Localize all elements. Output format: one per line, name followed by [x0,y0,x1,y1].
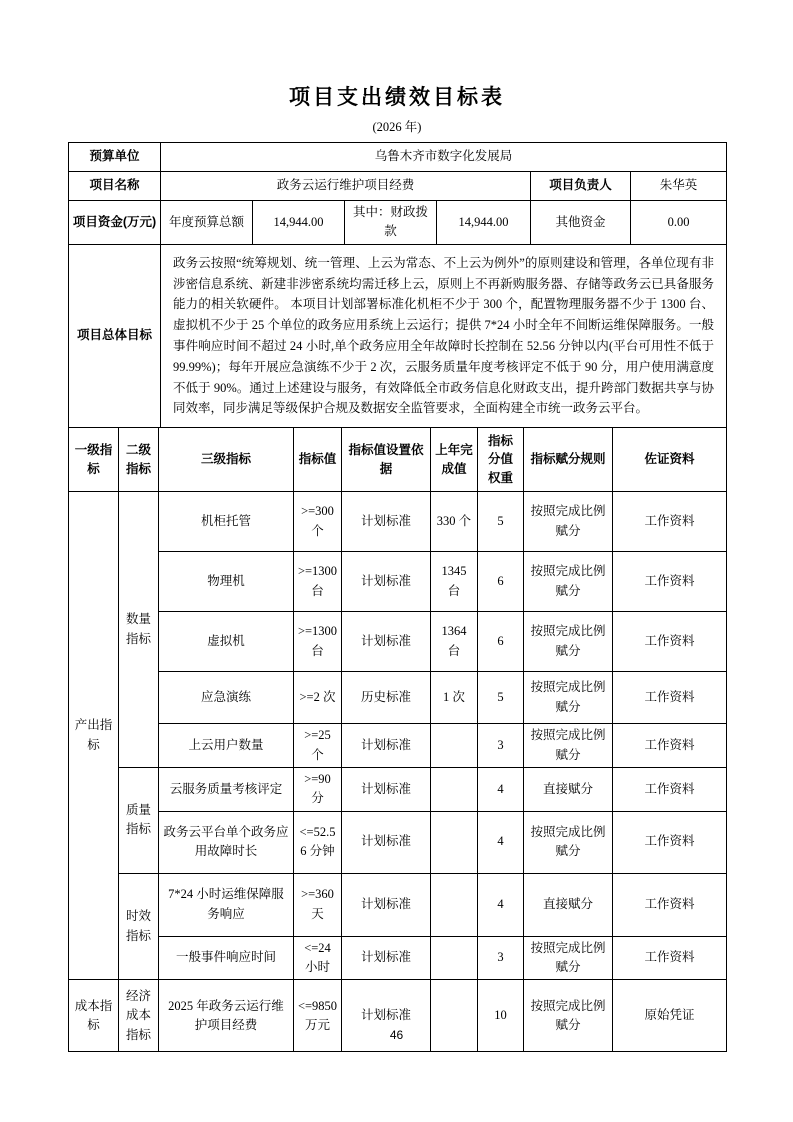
cell-evidence: 工作资料 [613,811,727,873]
cell-basis: 计划标准 [342,724,431,768]
project-name-value: 政务云运行维护项目经费 [161,172,531,201]
cell-last-year [431,873,478,936]
cell-weight: 6 [478,612,524,672]
cell-evidence: 工作资料 [613,724,727,768]
cell-last-year: 1 次 [431,672,478,724]
cell-evidence: 工作资料 [613,552,727,612]
cell-basis: 计划标准 [342,980,431,1052]
cell-last-year [431,724,478,768]
cell-level3: 物理机 [159,552,294,612]
budget-unit-label: 预算单位 [69,143,161,172]
cell-rule: 按照完成比例赋分 [524,980,613,1052]
other-funds-label: 其他资金 [531,201,631,245]
cell-value: >=300 个 [294,492,342,552]
level2-group-quantity: 数量指标 [119,492,159,768]
indicator-header-row [69,428,727,492]
cell-last-year [431,767,478,811]
cell-value: >=360 天 [294,873,342,936]
cell-level3: 机柜托管 [159,492,294,552]
cell-weight: 3 [478,936,524,980]
cell-last-year [431,936,478,980]
cell-basis: 计划标准 [342,552,431,612]
cell-evidence: 工作资料 [613,767,727,811]
level2-group-timeliness: 时效指标 [119,873,159,980]
indicator-table [68,427,727,1052]
overall-goal-text: 政务云按照“统筹规划、统一管理、上云为常态、不上云为例外”的原则建设和管理，各单位现有非涉密信息系统、新建非涉密系统均需迁移上云，原则上不再新购服务器、存储等政务云已具备服务能力的相关软硬件。 本项目计划部署标准化机柜不少于 300 个，配置物理服务器不少于 1300 台、虚拟机不少于 25 个单位的政务应用系统上云运行；提供 7*24 小时全年不间断运维保障服务。一般事件响应时间不超过 24 小时,单个政务应用全年故障时长控制在 52.56 分钟以内(平台可用性不低于 99.99%)；每年开展应急演练不少于 2 次，云服务质量年度考核评定不低于 90 分，用户使用满意度不低于 90%。通过上述建设与服务，有效降低全市政务信息化财政支出，提升跨部门数据共享与协同效率，同步满足等级保护合规及数据安全监管要求，全面构建全市统一政务云平台。 [161,244,727,427]
cell-rule: 按照完成比例赋分 [524,552,613,612]
cell-last-year: 1364 台 [431,612,478,672]
fiscal-allocation-label: 其中：财政拨款 [345,201,437,245]
cell-value: <=52.56 分钟 [294,811,342,873]
cell-basis: 计划标准 [342,936,431,980]
level2-group-quality: 质量指标 [119,767,159,873]
cell-rule: 按照完成比例赋分 [524,724,613,768]
indicator-row [69,492,727,552]
cell-rule: 按照完成比例赋分 [524,936,613,980]
cell-basis: 计划标准 [342,492,431,552]
cell-value: >=25 个 [294,724,342,768]
cell-basis: 计划标准 [342,811,431,873]
level1-group-output: 产出指标 [69,492,119,980]
cell-weight: 10 [478,980,524,1052]
header-last-year: 上年完成值 [431,428,478,492]
cell-evidence: 工作资料 [613,612,727,672]
header-weight: 指标分值权重 [478,428,524,492]
cell-value: <=24 小时 [294,936,342,980]
cell-level3: 云服务质量考核评定 [159,767,294,811]
table-row [69,172,727,201]
cell-level3: 7*24 小时运维保障服务响应 [159,873,294,936]
cell-value: >=1300 台 [294,612,342,672]
indicator-row [69,936,727,980]
page-number: 46 [389,1028,404,1042]
cell-weight: 4 [478,811,524,873]
project-leader-label: 项目负责人 [531,172,631,201]
cell-basis: 计划标准 [342,767,431,811]
header-level3: 三级指标 [159,428,294,492]
cell-rule: 直接赋分 [524,873,613,936]
cell-value: >=90 分 [294,767,342,811]
project-funds-label: 项目资金(万元) [69,201,161,245]
cell-weight: 4 [478,767,524,811]
budget-unit-value: 乌鲁木齐市数字化发展局 [161,143,727,172]
indicator-row [69,724,727,768]
header-evidence: 佐证资料 [613,428,727,492]
cell-basis: 计划标准 [342,873,431,936]
annual-budget-value: 14,944.00 [253,201,345,245]
table-row [69,244,727,427]
cell-basis: 历史标准 [342,672,431,724]
cell-level3: 上云用户数量 [159,724,294,768]
cell-level3: 一般事件响应时间 [159,936,294,980]
project-name-label: 项目名称 [69,172,161,201]
indicator-row [69,811,727,873]
cell-rule: 按照完成比例赋分 [524,811,613,873]
cell-weight: 3 [478,724,524,768]
cell-evidence: 原始凭证 [613,980,727,1052]
table-row [69,143,727,172]
indicator-row [69,767,727,811]
header-rule: 指标赋分规则 [524,428,613,492]
table-row [69,201,727,245]
cell-weight: 5 [478,672,524,724]
cell-weight: 6 [478,552,524,612]
cell-weight: 4 [478,873,524,936]
overall-goal-label: 项目总体目标 [69,244,161,427]
cell-evidence: 工作资料 [613,492,727,552]
cell-value: >=1300 台 [294,552,342,612]
cell-rule: 按照完成比例赋分 [524,492,613,552]
indicator-row [69,873,727,936]
level1-group-cost: 成本指标 [69,980,119,1052]
cell-last-year: 330 个 [431,492,478,552]
cell-evidence: 工作资料 [613,873,727,936]
cell-level3: 政务云平台单个政务应用故障时长 [159,811,294,873]
cell-value: >=2 次 [294,672,342,724]
annual-budget-label: 年度预算总额 [161,201,253,245]
cell-value: <=9850 万元 [294,980,342,1052]
cell-rule: 按照完成比例赋分 [524,612,613,672]
indicator-row [69,672,727,724]
cell-last-year [431,811,478,873]
cell-rule: 直接赋分 [524,767,613,811]
cell-level3: 2025 年政务云运行维护项目经费 [159,980,294,1052]
level2-group-economic-cost: 经济成本指标 [119,980,159,1052]
header-value: 指标值 [294,428,342,492]
cell-evidence: 工作资料 [613,936,727,980]
indicator-row [69,612,727,672]
indicator-row [69,552,727,612]
page-title: 项目支出绩效目标表 [289,86,505,109]
header-level2: 二级指标 [119,428,159,492]
header-level1: 一级指标 [69,428,119,492]
cell-last-year: 1345 台 [431,552,478,612]
project-leader-value: 朱华英 [631,172,727,201]
header-basis: 指标值设置依据 [342,428,431,492]
cell-rule: 按照完成比例赋分 [524,672,613,724]
other-funds-value: 0.00 [631,201,727,245]
cell-level3: 应急演练 [159,672,294,724]
project-info-table [68,142,727,428]
cell-basis: 计划标准 [342,612,431,672]
cell-weight: 5 [478,492,524,552]
cell-evidence: 工作资料 [613,672,727,724]
cell-level3: 虚拟机 [159,612,294,672]
fiscal-allocation-value: 14,944.00 [437,201,531,245]
page-subtitle: (2026 年) [372,120,422,134]
